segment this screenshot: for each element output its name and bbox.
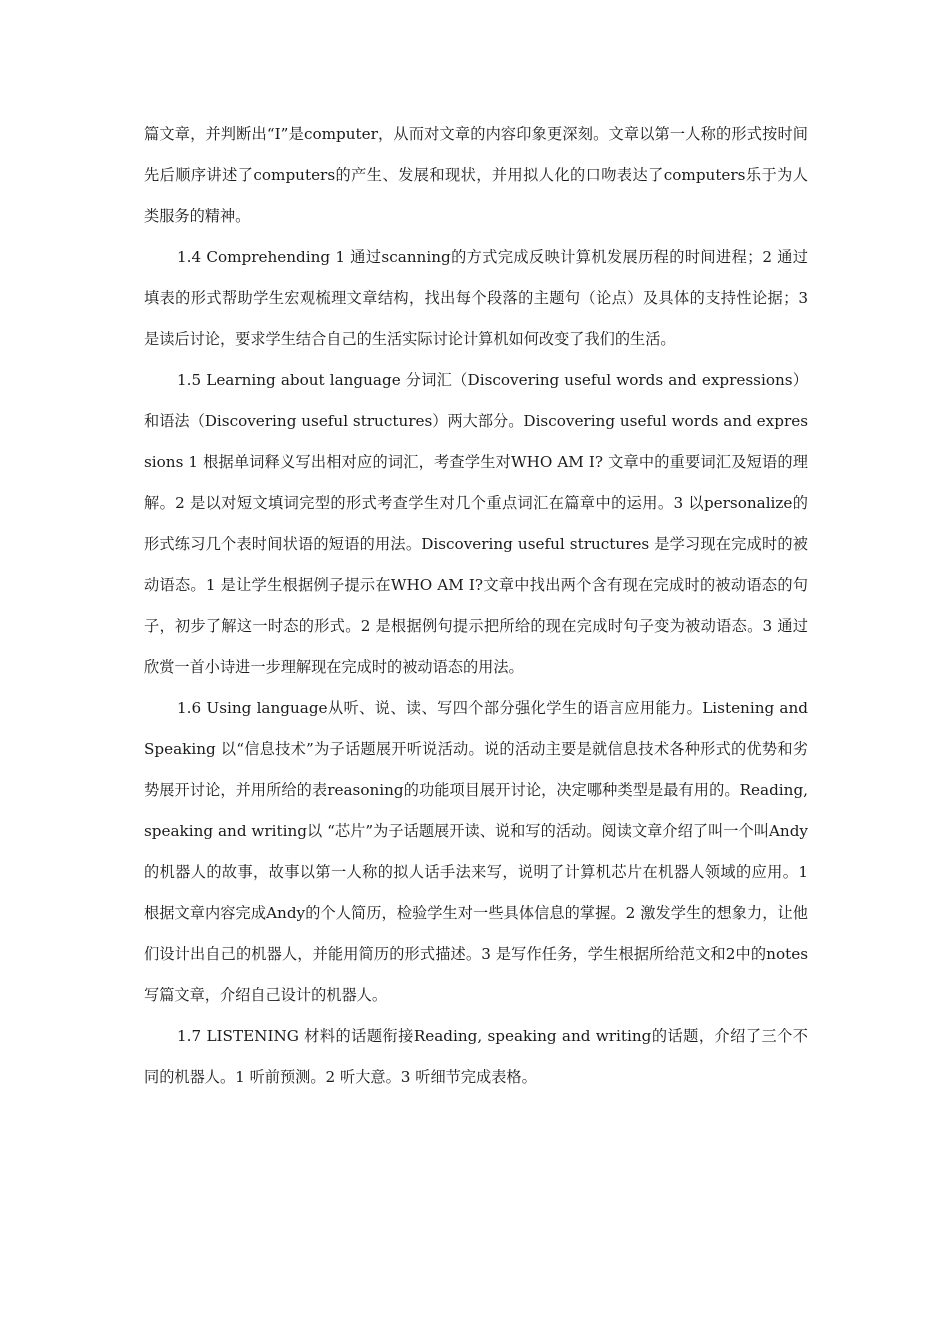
paragraph-1-7-listening: 1.7 LISTENING 材料的话题衔接Reading, speaking and writing的话题，介绍了三个不同的机器人。1 听前预测。2 听大意。3 听细节完成表格。 — [144, 1027, 808, 1086]
paragraph-intro-continued: 篇文章，并判断出“I”是computer，从而对文章的内容印象更深刻。文章以第一人称的形式按时间先后顺序讲述了computers的产生、发展和现状，并用拟人化的口吻表达了computers乐于为人类服务的精神。 — [144, 125, 808, 225]
document-page — [144, 114, 808, 1098]
paragraph-1-5-learning-about-language: 1.5 Learning about language 分词汇（Discovering useful words and expressions）和语法（Discovering useful structures）两大部分。Discovering useful words and expressions 1 根据单词释义写出相对应的词汇，考查学生对WHO AM I? 文章中的重要词汇及短语的理解。2 是以对短文填词完型的形式考查学生对几个重点词汇在篇章中的运用。3 以personalize的形式练习几个表时间状语的短语的用法。Discovering useful structures 是学习现在完成时的被动语态。1 是让学生根据例子提示在WHO AM I?文章中找出两个含有现在完成时的被动语态的句子，初步了解这一时态的形式。2 是根据例句提示把所给的现在完成时句子变为被动语态。3 通过欣赏一首小诗进一步理解现在完成时的被动语态的用法。 — [144, 371, 808, 676]
paragraph-1-6-using-language: 1.6 Using language从听、说、读、写四个部分强化学生的语言应用能力。Listening and Speaking 以“信息技术”为子话题展开听说活动。说的活动主要是就信息技术各种形式的优势和劣势展开讨论，并用所给的表reasoning的功能项目展开讨论，决定哪种类型是最有用的。Reading, speaking and writing以 “芯片”为子话题展开读、说和写的活动。阅读文章介绍了叫一个叫Andy的机器人的故事，故事以第一人称的拟人话手法来写，说明了计算机芯片在机器人领域的应用。1 根据文章内容完成Andy的个人简历，检验学生对一些具体信息的掌握。2 激发学生的想象力，让他们设计出自己的机器人，并能用简历的形式描述。3 是写作任务，学生根据所给范文和2中的notes写篇文章，介绍自己设计的机器人。 — [144, 699, 808, 1004]
paragraph-1-4-comprehending: 1.4 Comprehending 1 通过scanning的方式完成反映计算机发展历程的时间进程；2 通过填表的形式帮助学生宏观梳理文章结构，找出每个段落的主题句（论点）及具体的支持性论据；3 是读后讨论，要求学生结合自己的生活实际讨论计算机如何改变了我们的生活。 — [144, 248, 808, 348]
